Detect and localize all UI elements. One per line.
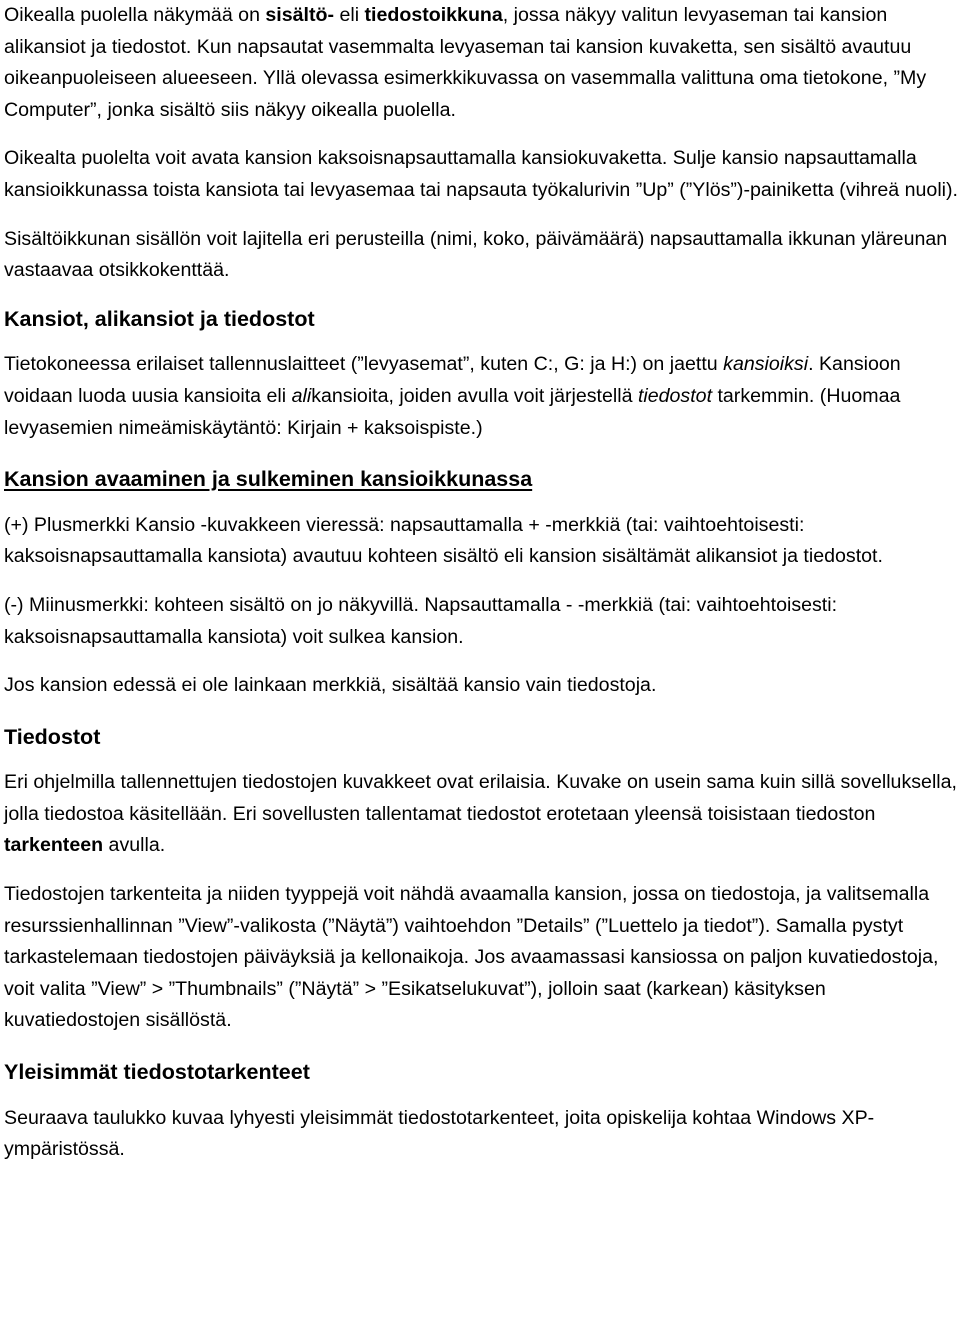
text: kansioita, joiden avulla voit järjestellä [311,384,638,407]
paragraph-folders [4,349,958,444]
text: eli [334,4,365,26]
text: Oikealla puolella näkymää on [4,4,266,26]
text: tarkemmin. (Huomaa levyasemien nimeämiskäytäntö: Kirjain + kaksoispiste.) [4,384,901,439]
heading-yleisimmat: Yleisimmät tiedostotarkenteet [4,1060,310,1085]
paragraph-sort: Sisältöikkunan sisällön voit lajitella eri perusteilla (nimi, koko, päivämäärä) napsauttamalla ikkunan yläreunan vastaavaa otsikkokenttää. [4,227,948,282]
heading-kansiot: Kansiot, alikansiot ja tiedostot [4,306,315,331]
bold-term: sisältö- [265,4,335,26]
document-page [4,0,958,1166]
text: . Kansioon voidaan luoda uusia kansioita eli [4,353,901,407]
heading-tiedostot: Tiedostot [4,724,101,749]
paragraph-intro [4,0,958,126]
italic-term: kansioiksi [723,353,809,376]
text: , jossa näkyy valitun levyaseman tai kansion alikansiot ja tiedostot. Kun napsautat vasemmalta levyaseman tai kansion kuvaketta, sen sisältö avautuu oikeanpuoleiseen alueeseen. Yllä olevassa esimerkkikuvassa on vasemmalla valittuna oma tietokone, ”My Computer”, jonka sisältö siis näkyy oikealla puolella. [4,4,927,121]
paragraph-plus: (+) Plusmerkki Kansio -kuvakkeen vieressä: napsauttamalla + -merkkiä (tai: vaihtoehtoisesti: kaksoisnapsauttamalla kansiota) avautuu kohteen sisältö eli kansion sisältämät alikansiot ja tiedostot. [4,513,883,568]
heading-avaaminen: Kansion avaaminen ja sulkeminen kansioikkunassa [4,467,533,492]
bold-term: tarkenteen [4,834,104,857]
bold-term: tiedostoikkuna [364,4,503,26]
italic-term: tiedostot [637,384,713,407]
italic-term: ali [291,384,312,407]
text: avulla. [103,834,166,857]
text: Tietokoneessa erilaiset tallennuslaitteet (”levyasemat”, kuten C:, G: ja H:) on jaettu [4,353,724,376]
paragraph-no-sign: Jos kansion edessä ei ole lainkaan merkkiä, sisältää kansio vain tiedostoja. [4,674,657,697]
paragraph-minus: (-) Miinusmerkki: kohteen sisältö on jo näkyvillä. Napsauttamalla - -merkkiä (tai: vaihtoehtoisesti: kaksoisnapsauttamalla kansiota) voit sulkea kansion. [4,593,838,648]
paragraph-extensions-view: Tiedostojen tarkenteita ja niiden tyyppejä voit nähdä avaamalla kansion, jossa on tiedostoja, ja valitsemalla resurssienhallinnan ”View”-valikosta (”Näytä”) vaihtoehdon ”Details” (”Luettelo ja tiedot”). Samalla pystyt tarkastelemaan tiedostojen päiväyksiä ja kellonaikoja. Jos avaamassasi kansiossa on paljon kuvatiedostoja, voit valita ”View” > ”Thumbnails” (”Näytä” > ”Esikatselukuvat”), jolloin saat (karkean) käsityksen kuvatiedostojen sisällöstä. [4,883,939,1032]
paragraph-open-folder: Oikealta puolelta voit avata kansion kaksoisnapsauttamalla kansiokuvaketta. Sulje kansio napsauttamalla kansioikkunassa toista kansiota tai levyasemaa tai napsauta työkalurivin ”Up” (”Ylös”)-painiketta (vihreä nuoli). [4,147,958,201]
text: Eri ohjelmilla tallennettujen tiedostojen kuvakkeet ovat erilaisia. Kuvake on usein sama kuin sillä sovelluksella, jolla tiedostoa käsitellään. Eri sovellusten tallentamat tiedostot erotetaan yleensä toisistaan tiedoston [4,771,957,825]
paragraph-table-intro: Seuraava taulukko kuvaa lyhyesti yleisimmät tiedostotarkenteet, joita opiskelija kohtaa Windows XP-ympäristössä. [4,1106,875,1161]
paragraph-files [4,767,958,862]
